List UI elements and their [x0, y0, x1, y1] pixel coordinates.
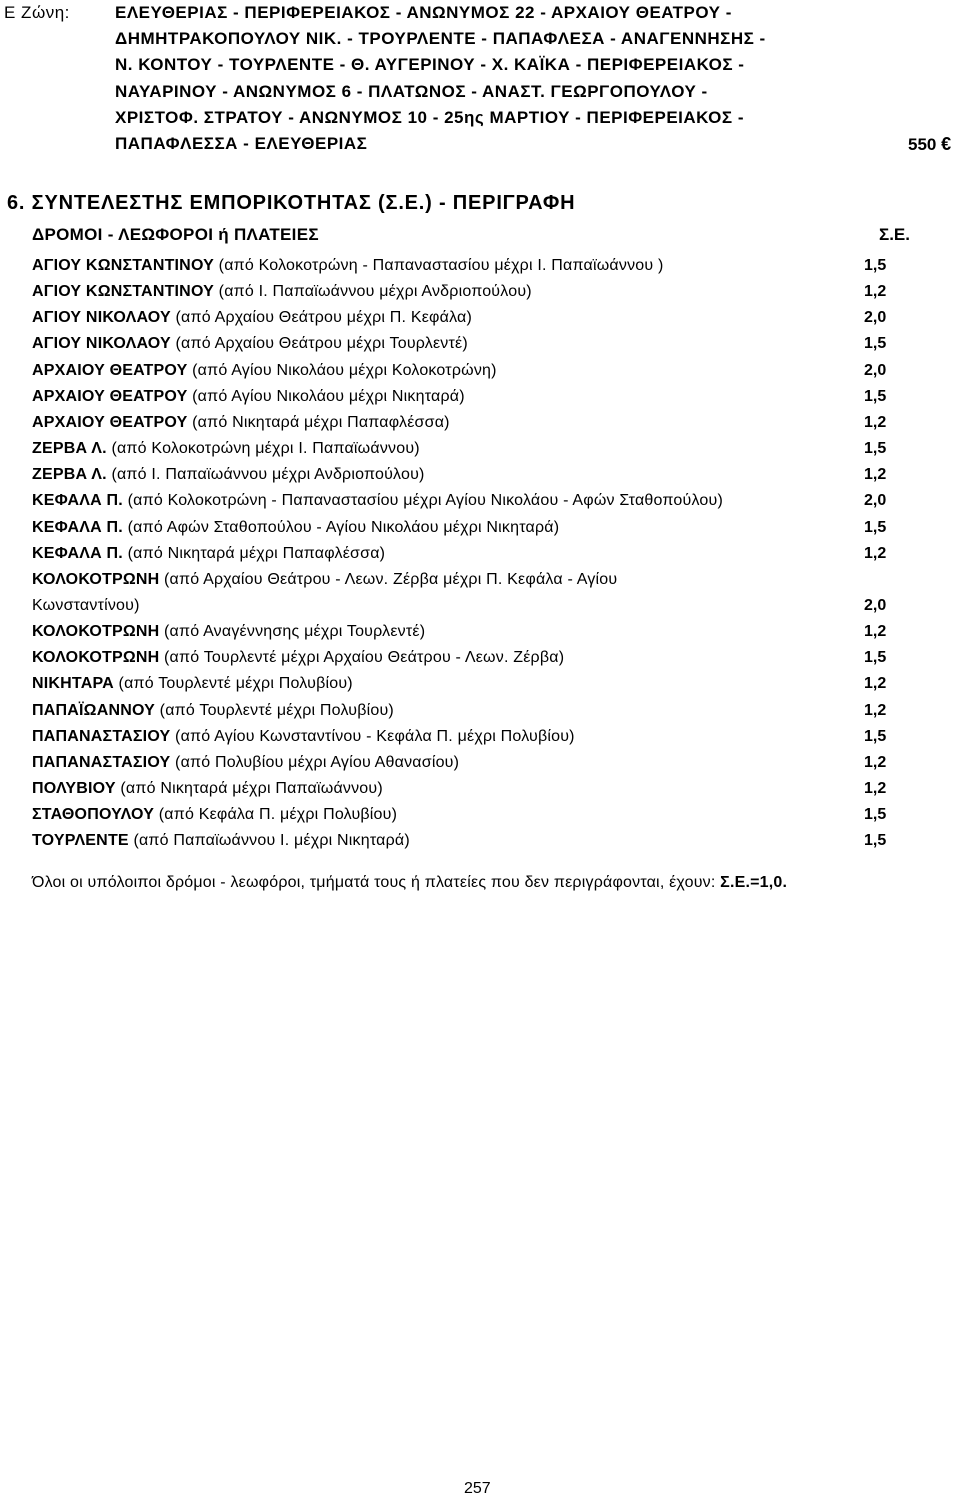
- table-row: [32, 362, 497, 380]
- coefficient-value: 1,2: [864, 623, 887, 641]
- coefficient-value: 2,0: [864, 596, 887, 614]
- street-segment: (από Νικηταρά μέχρι Παπαφλέσσα): [187, 413, 450, 431]
- street-name: ΝΙΚΗΤΑΡΑ: [32, 675, 114, 693]
- street-segment: (από Παπαϊωάννου Ι. μέχρι Νικηταρά): [128, 832, 410, 850]
- footnote-value: Σ.Ε.=1,0.: [720, 874, 788, 891]
- coefficient-value: 1,5: [864, 257, 887, 274]
- coefficient-value: 1,2: [864, 701, 887, 719]
- table-row: [32, 728, 575, 746]
- table-row: [32, 335, 468, 353]
- street-segment: (από Κολοκοτρώνη μέχρι Ι. Παπαϊωάννου): [106, 440, 420, 458]
- table-row: [32, 492, 723, 510]
- coefficient-value: 1,5: [864, 806, 887, 824]
- coefficient-value: 1,2: [864, 283, 887, 301]
- table-row: [32, 649, 564, 667]
- coefficient-value: 1,2: [864, 466, 887, 484]
- zone-street-line: ΕΛΕΥΘΕΡΙΑΣ - ΠΕΡΙΦΕΡΕΙΑΚΟΣ - ΑΝΩΝΥΜΟΣ 22 - ΑΡΧΑΙΟΥ ΘΕΑΤΡΟΥ -: [115, 3, 732, 22]
- coefficient-value: 1,5: [864, 649, 887, 667]
- price-value: 550: [908, 135, 937, 154]
- street-name: ΠΟΛΥΒΙΟΥ: [32, 780, 116, 797]
- street-segment: (από Τουρλεντέ μέχρι Αρχαίου Θεάτρου - Λεων. Ζέρβα): [159, 649, 565, 667]
- street-name: ΖΕΡΒΑ Λ.: [32, 466, 107, 484]
- column-header-coefficient: Σ.Ε.: [879, 225, 910, 244]
- street-name: ΑΡΧΑΙΟΥ ΘΕΑΤΡΟΥ: [32, 361, 188, 379]
- table-row: [32, 806, 397, 824]
- coefficient-value: 2,0: [864, 309, 887, 327]
- street-name: ΠΑΠΑΝΑΣΤΑΣΙΟΥ: [32, 753, 171, 771]
- street-segment: (από Αρχαίου Θεάτρου μέχρι Τουρλεντέ): [170, 335, 468, 353]
- street-name: ΚΟΛΟΚΟΤΡΩΝΗ: [32, 649, 160, 667]
- page-number: 257: [464, 1480, 491, 1497]
- table-row: [32, 571, 617, 589]
- street-name: ΑΓΙΟΥ ΚΩΝΣΤΑΝΤΙΝΟΥ: [32, 257, 215, 274]
- table-row: [32, 702, 394, 720]
- street-name: ΚΕΦΑΛΑ Π.: [32, 492, 123, 510]
- street-name: ΚΟΛΟΚΟΤΡΩΝΗ: [32, 623, 160, 641]
- coefficient-value: 1,2: [864, 780, 887, 797]
- footnote-text: Όλοι οι υπόλοιποι δρόμοι - λεωφόροι, τμήματά τους ή πλατείες που δεν περιγράφονται, έχουν:: [32, 874, 721, 891]
- coefficient-value: 1,2: [864, 753, 887, 771]
- euro-icon: €: [941, 134, 952, 154]
- street-segment: (από Αγίου Νικολάου μέχρι Κολοκοτρώνη): [187, 361, 497, 379]
- table-row: [32, 754, 459, 772]
- street-name: ΣΤΑΘΟΠΟΥΛΟΥ: [32, 806, 155, 824]
- coefficient-value: 2,0: [864, 361, 887, 379]
- street-segment: (από Πολυβίου μέχρι Αγίου Αθανασίου): [170, 753, 460, 771]
- street-segment: (από Κεφάλα Π. μέχρι Πολυβίου): [154, 806, 398, 824]
- street-segment: (από Αφών Σταθοπούλου - Αγίου Νικολάου μέχρι Νικηταρά): [122, 518, 560, 536]
- table-row: [32, 545, 385, 563]
- street-segment: (από Νικηταρά μέχρι Παπαφλέσσα): [122, 544, 386, 562]
- coefficient-value: 1,5: [864, 727, 887, 745]
- street-name: ΑΓΙΟΥ ΝΙΚΟΛΑΟΥ: [32, 335, 171, 353]
- table-row: [32, 597, 140, 615]
- coefficient-value: 1,2: [864, 544, 887, 562]
- zone-street-line: ΔΗΜΗΤΡΑΚΟΠΟΥΛΟΥ ΝΙΚ. - ΤΡΟΥΡΛΕΝΤΕ - ΠΑΠΑΦΛΕΣΑ - ΑΝΑΓΕΝΝΗΣΗΣ -: [115, 29, 766, 49]
- coefficient-value: 1,5: [864, 387, 887, 405]
- street-segment: Κωνσταντίνου): [32, 596, 140, 614]
- table-row: [32, 414, 450, 432]
- street-name: ΤΟΥΡΛΕΝΤΕ: [32, 832, 129, 850]
- street-name: ΚΕΦΑΛΑ Π.: [32, 518, 123, 536]
- coefficient-value: 1,2: [864, 675, 887, 693]
- table-row: [32, 257, 664, 275]
- street-name: ΑΓΙΟΥ ΝΙΚΟΛΑΟΥ: [32, 309, 171, 327]
- street-name: ΠΑΠΑΝΑΣΤΑΣΙΟΥ: [32, 727, 171, 745]
- table-row: [32, 309, 472, 327]
- coefficient-value: 1,5: [864, 335, 887, 353]
- street-segment: (από Αγίου Νικολάου μέχρι Νικηταρά): [187, 387, 465, 405]
- table-row: [32, 780, 383, 798]
- street-segment: (από Αναγέννησης μέχρι Τουρλεντέ): [159, 623, 426, 641]
- coefficient-value: 1,5: [864, 440, 887, 458]
- street-name: ΚΟΛΟΚΟΤΡΩΝΗ: [32, 570, 160, 588]
- table-row: [32, 388, 465, 406]
- street-segment: (από Ι. Παπαϊωάννου μέχρι Ανδριοπούλου): [106, 466, 425, 484]
- footnote: [32, 874, 787, 892]
- column-header-streets: ΔΡΟΜΟΙ - ΛΕΩΦΟΡΟΙ ή ΠΛΑΤΕΙΕΣ: [32, 225, 319, 244]
- table-row: [32, 519, 559, 537]
- street-segment: (από Κολοκοτρώνη - Παπαναστασίου μέχρι Αγίου Νικολάου - Αφών Σταθοπούλου): [122, 492, 723, 510]
- coefficient-value: 1,5: [864, 832, 887, 850]
- coefficient-value: 2,0: [864, 492, 887, 510]
- zone-street-line: Ν. ΚΟΝΤΟΥ - ΤΟΥΡΛΕΝΤΕ - Θ. ΑΥΓΕΡΙΝΟΥ - Χ. ΚΑΪΚΑ - ΠΕΡΙΦΕΡΕΙΑΚΟΣ -: [115, 55, 745, 75]
- zone-street-line: ΠΑΠΑΦΛΕΣΣΑ - ΕΛΕΥΘΕΡΙΑΣ: [115, 134, 368, 153]
- street-segment: (από Τουρλεντέ μέχρι Πολυβίου): [155, 701, 394, 719]
- street-segment: (από Αρχαίου Θεάτρου - Λεων. Ζέρβα μέχρι Π. Κεφάλα - Αγίου: [159, 570, 618, 588]
- section-title: 6. ΣΥΝΤΕΛΕΣΤΗΣ ΕΜΠΟΡΙΚΟΤΗΤΑΣ (Σ.Ε.) - ΠΕΡΙΓΡΑΦΗ: [7, 192, 576, 214]
- table-row: [32, 832, 410, 850]
- zone-price: [908, 134, 951, 155]
- street-name: ΖΕΡΒΑ Λ.: [32, 440, 107, 458]
- zone-street-line: ΧΡΙΣΤΟΦ. ΣΤΡΑΤΟΥ - ΑΝΩΝΥΜΟΣ 10 - 25ης ΜΑΡΤΙΟΥ - ΠΕΡΙΦΕΡΕΙΑΚΟΣ -: [115, 107, 744, 127]
- street-segment: (από Ι. Παπαϊωάννου μέχρι Ανδριοπούλου): [214, 283, 532, 301]
- zone-label: Ε Ζώνη:: [4, 3, 70, 22]
- street-name: ΑΡΧΑΙΟΥ ΘΕΑΤΡΟΥ: [32, 387, 188, 405]
- street-segment: (από Τουρλεντέ μέχρι Πολυβίου): [113, 675, 353, 693]
- street-name: ΑΓΙΟΥ ΚΩΝΣΤΑΝΤΙΝΟΥ: [32, 283, 215, 301]
- street-name: ΑΡΧΑΙΟΥ ΘΕΑΤΡΟΥ: [32, 413, 188, 431]
- table-row: [32, 440, 420, 458]
- table-row: [32, 466, 425, 484]
- street-name: ΠΑΠΑΪΩΑΝΝΟΥ: [32, 701, 156, 719]
- table-row: [32, 283, 532, 301]
- street-segment: (από Αρχαίου Θεάτρου μέχρι Π. Κεφάλα): [170, 309, 473, 327]
- coefficient-value: 1,2: [864, 413, 887, 431]
- street-segment: (από Κολοκοτρώνη - Παπαναστασίου μέχρι Ι. Παπαϊωάννου ): [214, 257, 664, 274]
- street-segment: (από Νικηταρά μέχρι Παπαϊωάννου): [115, 780, 383, 797]
- coefficient-value: 1,5: [864, 518, 887, 536]
- table-row: [32, 623, 425, 641]
- zone-street-line: ΝΑΥΑΡΙΝΟΥ - ΑΝΩΝΥΜΟΣ 6 - ΠΛΑΤΩΝΟΣ - ΑΝΑΣΤ. ΓΕΩΡΓΟΠΟΥΛΟΥ -: [115, 81, 708, 101]
- street-segment: (από Αγίου Κωνσταντίνου - Κεφάλα Π. μέχρι Πολυβίου): [170, 727, 575, 745]
- table-row: [32, 675, 353, 693]
- street-name: ΚΕΦΑΛΑ Π.: [32, 544, 123, 562]
